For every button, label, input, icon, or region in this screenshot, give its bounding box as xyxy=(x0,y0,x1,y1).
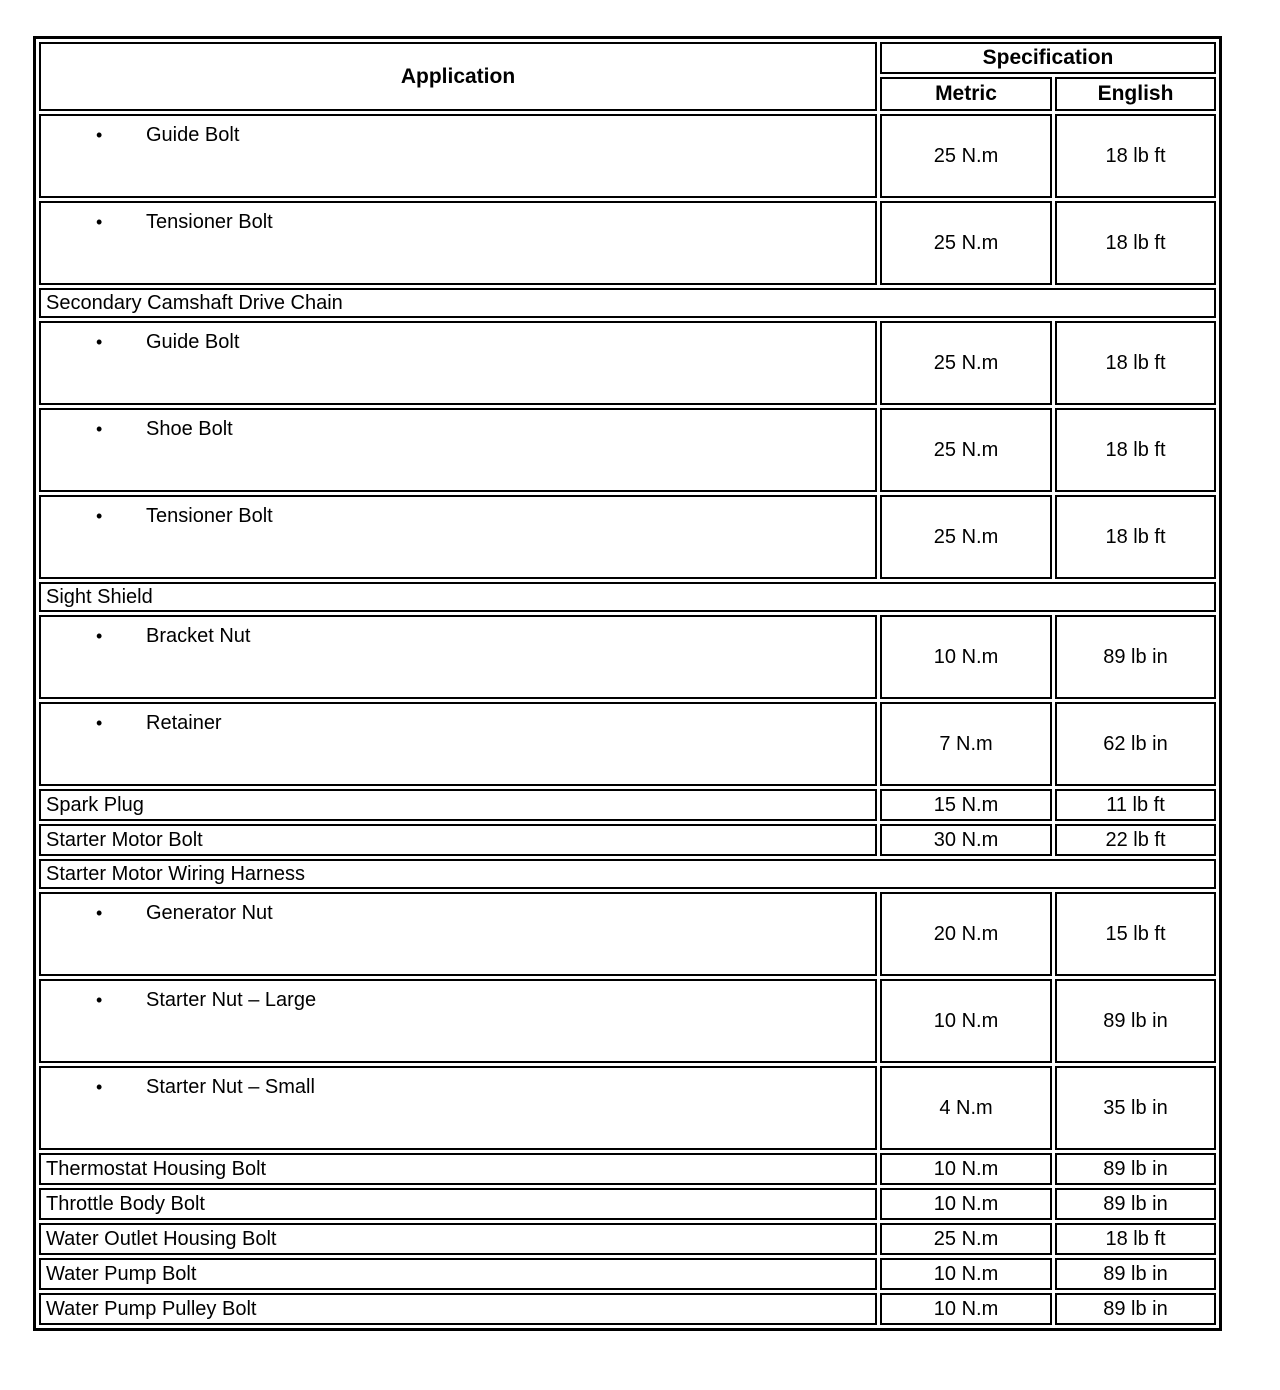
table-row xyxy=(39,615,1216,699)
english-value: 35 lb in xyxy=(1055,1066,1216,1150)
row-label: Water Pump Bolt xyxy=(39,1258,877,1290)
table-row xyxy=(39,824,1216,856)
specification-header: Specification xyxy=(880,42,1216,74)
bullet-icon: • xyxy=(96,212,103,232)
metric-value: 20 N.m xyxy=(880,892,1052,976)
bullet-icon: • xyxy=(96,332,103,352)
english-header: English xyxy=(1055,77,1216,111)
table-row xyxy=(39,408,1216,492)
table-row xyxy=(39,1188,1216,1220)
row-label: Guide Bolt xyxy=(146,124,240,146)
table-header-row xyxy=(39,42,1216,74)
english-value: 11 lb ft xyxy=(1055,789,1216,821)
metric-value: 10 N.m xyxy=(880,1188,1052,1220)
english-value: 62 lb in xyxy=(1055,702,1216,786)
table-section-row xyxy=(39,582,1216,612)
application-cell xyxy=(39,114,877,198)
bullet-icon: • xyxy=(96,506,103,526)
application-cell xyxy=(39,495,877,579)
application-header: Application xyxy=(39,42,877,111)
bullet-icon: • xyxy=(96,419,103,439)
table-row xyxy=(39,321,1216,405)
application-cell xyxy=(39,408,877,492)
table-row xyxy=(39,1293,1216,1325)
metric-value: 10 N.m xyxy=(880,1293,1052,1325)
english-value: 18 lb ft xyxy=(1055,408,1216,492)
torque-spec-table xyxy=(33,36,1222,1331)
row-label: Starter Nut – Small xyxy=(146,1076,315,1098)
row-label: Generator Nut xyxy=(146,902,273,924)
section-label: Starter Motor Wiring Harness xyxy=(39,859,1216,889)
bullet-icon: • xyxy=(96,990,103,1010)
row-label: Tensioner Bolt xyxy=(146,211,273,233)
table-row xyxy=(39,1223,1216,1255)
english-value: 89 lb in xyxy=(1055,1258,1216,1290)
bullet-icon: • xyxy=(96,903,103,923)
row-label: Guide Bolt xyxy=(146,331,240,353)
bullet-icon: • xyxy=(96,626,103,646)
english-value: 89 lb in xyxy=(1055,979,1216,1063)
table-row xyxy=(39,201,1216,285)
english-value: 18 lb ft xyxy=(1055,201,1216,285)
english-value: 18 lb ft xyxy=(1055,495,1216,579)
table-row xyxy=(39,789,1216,821)
table-row xyxy=(39,979,1216,1063)
row-label: Water Pump Pulley Bolt xyxy=(39,1293,877,1325)
application-cell xyxy=(39,979,877,1063)
table-row xyxy=(39,1258,1216,1290)
row-label: Thermostat Housing Bolt xyxy=(39,1153,877,1185)
metric-value: 10 N.m xyxy=(880,1258,1052,1290)
application-cell xyxy=(39,615,877,699)
table-row xyxy=(39,892,1216,976)
metric-value: 30 N.m xyxy=(880,824,1052,856)
metric-value: 25 N.m xyxy=(880,495,1052,579)
metric-value: 25 N.m xyxy=(880,201,1052,285)
english-value: 89 lb in xyxy=(1055,1188,1216,1220)
metric-value: 15 N.m xyxy=(880,789,1052,821)
metric-value: 25 N.m xyxy=(880,114,1052,198)
metric-header: Metric xyxy=(880,77,1052,111)
row-label: Throttle Body Bolt xyxy=(39,1188,877,1220)
english-value: 22 lb ft xyxy=(1055,824,1216,856)
english-value: 15 lb ft xyxy=(1055,892,1216,976)
row-label: Spark Plug xyxy=(39,789,877,821)
row-label: Retainer xyxy=(146,712,222,734)
english-value: 18 lb ft xyxy=(1055,114,1216,198)
table-row xyxy=(39,1066,1216,1150)
row-label: Starter Motor Bolt xyxy=(39,824,877,856)
table-row xyxy=(39,1153,1216,1185)
english-value: 89 lb in xyxy=(1055,1153,1216,1185)
metric-value: 10 N.m xyxy=(880,979,1052,1063)
row-label: Shoe Bolt xyxy=(146,418,233,440)
table-row xyxy=(39,114,1216,198)
metric-value: 25 N.m xyxy=(880,408,1052,492)
english-value: 18 lb ft xyxy=(1055,1223,1216,1255)
table-row xyxy=(39,495,1216,579)
metric-value: 25 N.m xyxy=(880,321,1052,405)
table-section-row xyxy=(39,859,1216,889)
section-label: Secondary Camshaft Drive Chain xyxy=(39,288,1216,318)
application-cell xyxy=(39,1066,877,1150)
metric-value: 10 N.m xyxy=(880,615,1052,699)
metric-value: 7 N.m xyxy=(880,702,1052,786)
table-section-row xyxy=(39,288,1216,318)
section-label: Sight Shield xyxy=(39,582,1216,612)
english-value: 18 lb ft xyxy=(1055,321,1216,405)
english-value: 89 lb in xyxy=(1055,615,1216,699)
application-cell xyxy=(39,201,877,285)
row-label: Tensioner Bolt xyxy=(146,505,273,527)
bullet-icon: • xyxy=(96,125,103,145)
metric-value: 4 N.m xyxy=(880,1066,1052,1150)
metric-value: 25 N.m xyxy=(880,1223,1052,1255)
row-label: Bracket Nut xyxy=(146,625,251,647)
bullet-icon: • xyxy=(96,713,103,733)
row-label: Starter Nut – Large xyxy=(146,989,317,1011)
row-label: Water Outlet Housing Bolt xyxy=(39,1223,877,1255)
table-row xyxy=(39,702,1216,786)
bullet-icon: • xyxy=(96,1077,103,1097)
application-cell xyxy=(39,702,877,786)
english-value: 89 lb in xyxy=(1055,1293,1216,1325)
metric-value: 10 N.m xyxy=(880,1153,1052,1185)
application-cell xyxy=(39,321,877,405)
application-cell xyxy=(39,892,877,976)
